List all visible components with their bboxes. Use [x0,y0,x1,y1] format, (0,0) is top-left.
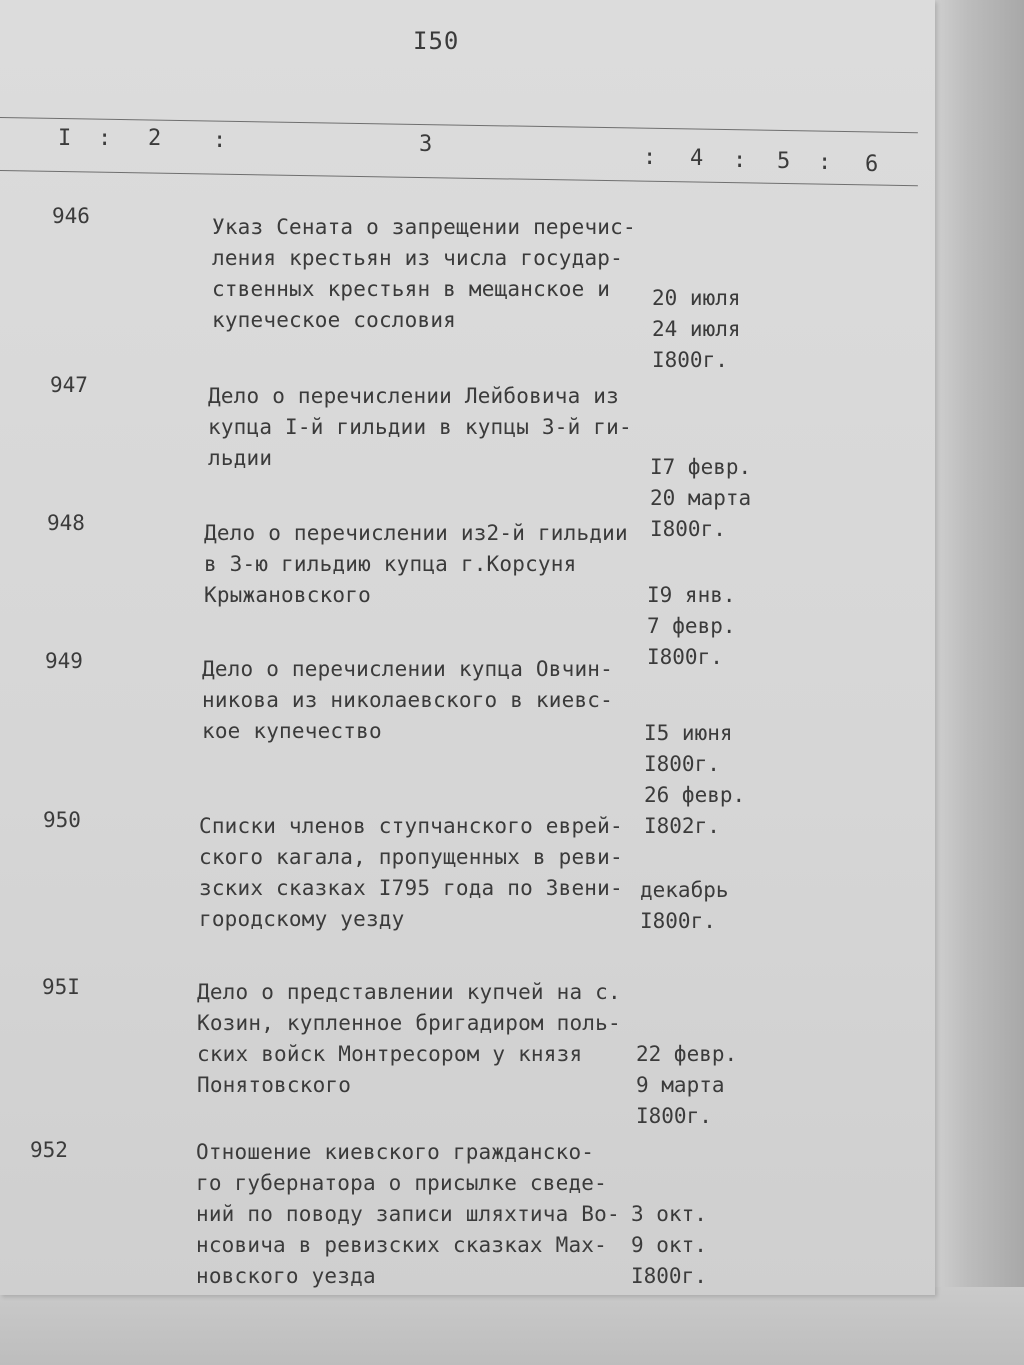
column-separator: : [98,126,112,151]
entry-dates: I7 февр. 20 марта I800г. [650,455,752,541]
column-header-4: 4 [690,146,704,171]
entry-dates: I5 июня I800г. 26 февр. I802г. [644,721,746,838]
entry-dates: 3 окт. 9 окт. I800г. [631,1202,707,1288]
column-header-2: 2 [148,126,162,151]
entry-dates: декабрь I800г. [640,878,729,933]
column-header-1: I [58,126,72,151]
entry-number: 95I [42,975,80,999]
entry-description: Указ Сената о запрещении перечис- ления крестьян из числа государ- ственных крестьян в мещанское и купеческое сословия [212,215,636,332]
entry-description: Дело о перечислении Лейбовича из купца I-й гильдии в купцы 3-й ги- льдии [208,384,632,470]
entry-description: Дело о перечислении купца Овчин- никова из николаевского в киевс- кое купечество [202,657,613,743]
entry-description: Дело о перечислении из2-й гильдии в 3-ю гильдию купца г.Корсуня Крыжановского [204,521,628,607]
header-rule-top [0,117,918,133]
entry-dates: I9 янв. 7 февр. I800г. [647,583,736,669]
page-shadow-edge [932,0,1024,1365]
entry-dates: 22 февр. 9 марта I800г. [636,1042,738,1128]
entry-number: 950 [43,808,81,832]
column-separator: : [213,128,227,153]
column-separator: : [643,145,657,170]
entry-number: 947 [50,373,88,397]
entry-description: Списки членов ступчанского еврей- ского кагала, пропущенных в реви- зских сказках I795 года по Звени- городскому уезду [199,814,623,931]
column-header-3: 3 [419,132,433,157]
entry-number: 946 [52,204,90,228]
entry-dates: 20 июля 24 июля I800г. [652,286,741,372]
column-separator: : [733,148,747,173]
column-header-6: 6 [865,152,879,177]
page-number: I50 [413,27,460,55]
entry-number: 952 [30,1138,68,1162]
underlying-sheet [0,1287,1024,1365]
entry-description: Дело о представлении купчей на с. Козин, купленное бригадиром поль- ских войск Монтресором у князя Понятовского [197,980,621,1097]
entry-description: Отношение киевского гражданско- го губернатора о присылке сведе- ний по поводу записи шляхтича Во- нсовича в ревизских сказках Мах- новского уезда [196,1140,620,1288]
entry-number: 948 [47,511,85,535]
column-header-5: 5 [777,149,791,174]
entry-number: 949 [45,649,83,673]
column-separator: : [818,150,832,175]
